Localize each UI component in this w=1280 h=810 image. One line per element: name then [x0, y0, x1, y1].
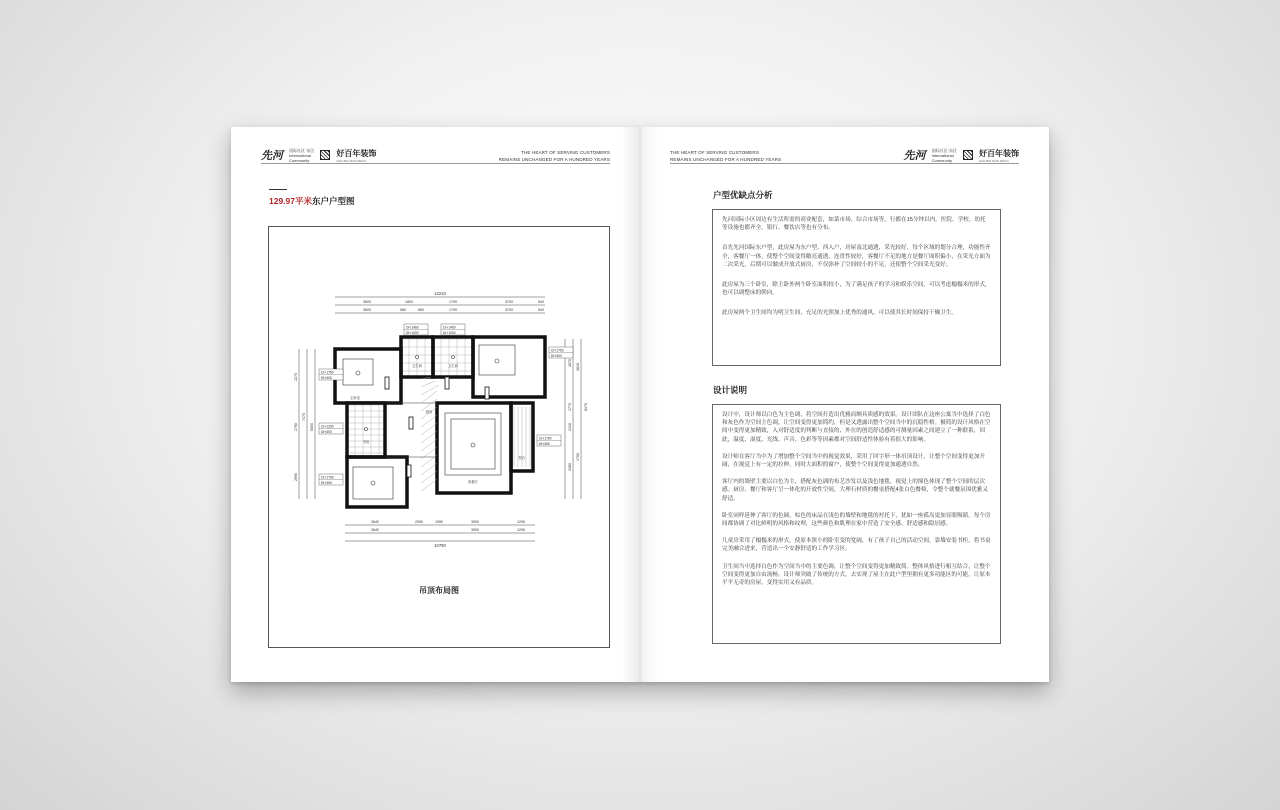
svg-text:DH 600: DH 600 [321, 376, 332, 380]
ceiling-height-tag [549, 347, 573, 358]
svg-text:CH 1760: CH 1760 [321, 475, 334, 480]
title-text: 东户户型图 [312, 196, 355, 206]
header-divider [261, 163, 610, 164]
dimension-label: 560 [400, 308, 406, 312]
room-label: 客餐厅 [467, 480, 479, 484]
svg-text:CH 1460: CH 1460 [406, 325, 419, 330]
brochure-spread [231, 127, 1049, 682]
dimension-label: 4700 [576, 453, 580, 461]
dimension-label: 1790 [449, 308, 457, 312]
dimension-label: 1950 [435, 520, 443, 524]
dimension-label: 540 [538, 300, 544, 304]
room-label: 阳台 [518, 456, 526, 460]
room-label: 卫生间 [411, 364, 423, 368]
paragraph: 此房屋两个卫生间均为明卫生间，充足的光照加上优秀的通风，可以使其长时间保持干燥卫生。 [722, 310, 957, 317]
room-label: 厨房 [425, 410, 433, 414]
svg-text:DH 1000: DH 1000 [406, 331, 419, 335]
svg-text:DH 600: DH 600 [321, 430, 332, 434]
svg-text:CH 1460: CH 1460 [443, 325, 456, 330]
right-page [640, 127, 1049, 682]
brand-logo [904, 147, 1019, 163]
svg-text:CH 1750: CH 1750 [321, 370, 334, 375]
design-text-box [712, 404, 1001, 644]
room-label: 主卧室 [349, 396, 361, 400]
dimension-label: 1800 [405, 300, 413, 304]
dimension-label: 3700 [505, 308, 513, 312]
ceiling-height-tag [319, 474, 343, 485]
dimension-label: 3640 [371, 528, 379, 532]
paragraph: 首先先河国际东户型，此房屋为东户型、西入户，房屋南北通透，采光较好，每个区域的划分合理，功能性齐全，客餐厅一体，使整个空间变得敞亮通透，连贯性较好，客餐厅不足的地方是餐厅面积偏小，在采光方面为二次采光，后期可以做成开放式厨房，不仅弥补了空间较小的不足，还使整个空间采光变好。 [722, 245, 991, 268]
svg-text:DH 1000: DH 1000 [443, 331, 456, 335]
dimension-label: 3600 [363, 308, 371, 312]
floor-plan-frame [268, 226, 610, 648]
paragraph: 先河国际小区周边有生活所需的商业配套，如菜市场、综合市场等，行都在15分钟以内。医院、学校、幼托等设施也都齐全，银行、餐饮店等也有分布。 [722, 217, 986, 232]
svg-text:CH 1760: CH 1760 [539, 436, 552, 441]
analysis-text-box [712, 209, 1001, 366]
company-name: 好百年装饰 HAO BAI NIAN DECO [979, 148, 1019, 163]
paragraph: 卧室同样延伸了客厅的色调，棕色的床品在浅色的墙壁和地毯的衬托下，犹如一座孤岛更加显眼吸睛，每个房间都协调了对比鲜明的风格和纹理，这些颜色和肌理在家中营造了安全感、舒适感和隐居感。 [722, 512, 991, 528]
paragraph: 儿童房采用了榻榻米的形式，使原本狭小的卧室变的宽阔，有了孩子自己的活动空间，靠墙安装书柜，将书桌完美融合进来，营造出一个安静舒适的工作学习区。 [722, 538, 991, 553]
dimension-label: 8170 [584, 403, 588, 411]
dimension-label: 3640 [371, 520, 379, 524]
dimension-label: 7470 [302, 413, 306, 421]
ceiling-height-tag [404, 324, 428, 335]
svg-text:DH 600: DH 600 [321, 481, 332, 485]
dimension-label: 1290 [517, 520, 525, 524]
ceiling-height-tag [319, 369, 343, 380]
dimension-label: 3600 [363, 300, 371, 304]
slogan: THE HEART OF SERVING CUSTOMERS REMAINS UNCHANGED FOR A HUNDRED YEARS [498, 150, 610, 162]
dimension-total-bottom: 10790 [434, 543, 446, 548]
ceiling-height-tag [441, 324, 465, 335]
section-title-analysis: 户型优缺点分析 [713, 190, 773, 200]
section-title-design: 设计说明 [713, 385, 748, 395]
dimension-label: 1290 [517, 528, 525, 532]
dimension-total-top: 12210 [434, 291, 446, 296]
dimension-label: 3610 [576, 363, 580, 371]
paragraph: 此房屋为三个卧室，除主卧外两个卧室面积较小，为了满足孩子的学习和娱乐空间，可以考虑榻榻米的形式，也可以调整床的朝向。 [722, 282, 991, 297]
qr-icon [320, 150, 330, 160]
brand-script: 先河 [903, 149, 926, 162]
dimension-label: 2990 [294, 473, 298, 481]
dimension-label: 1790 [449, 300, 457, 304]
dimension-label: 3950 [471, 520, 479, 524]
dimension-label: 660 [418, 308, 424, 312]
svg-text:CH 1330: CH 1330 [321, 424, 334, 429]
svg-text:DH 600: DH 600 [551, 354, 562, 358]
brand-subtitle: 国际社区·东区 International Community [931, 147, 957, 163]
ceiling-height-tag [319, 423, 343, 434]
dimension-label: 2790 [294, 423, 298, 431]
slogan: THE HEART OF SERVING CUSTOMERS REMAINS UNCHANGED FOR A HUNDRED YEARS [670, 150, 782, 162]
brand-script: 先河 [261, 149, 283, 162]
brand-logo [261, 147, 376, 163]
area-value: 129.97平米 [269, 196, 312, 206]
ceiling-height-tag [537, 435, 561, 446]
paragraph: 客厅内的墙壁主要以白色为主，搭配灰色调的布艺沙发以及浅色地毯，视觉上的撞色体现了整个空间的层次感。厨房、餐厅和客厅呈一体化的开放性空间，大理石材质的餐桌搭配4张白色餐椅，令整个就餐氛围优雅又舒适。 [722, 479, 989, 502]
dimension-label: 1770 [568, 403, 572, 411]
dimension-label: 540 [538, 308, 544, 312]
paragraph: 卫生间当中选择白色作为空间当中的主要色调，让整个空间变得更加精致简。整体风格进行相互结合，让整个空间变得更加自由流畅。设计师突破了传统的方式，去实现了屋主在此户型里拥有更多功能区的可能，让原本平平无奇的房屋，变得实用又有品质。 [722, 563, 991, 587]
qr-icon [963, 150, 973, 160]
paragraph: 设计师在客厅当中为了增加整个空间当中的视觉效果，采用了回字形一体吊顶设计，让整个空间变得更加开阔，在视觉上有一定的拉伸，同时大面积的窗户，使整个空间变得更加通透自然。 [722, 453, 985, 469]
title-accent-line [269, 189, 287, 190]
room-label: 卫生间 [447, 364, 459, 368]
dimension-label: 2410 [568, 423, 572, 431]
dimension-label: 3380 [568, 463, 572, 471]
page-title [269, 195, 355, 207]
dimension-label: 2090 [415, 520, 423, 524]
left-page [231, 127, 640, 682]
brand-subtitle: 国际社区·东区 International Community [289, 147, 315, 163]
dimension-label: 2270 [294, 373, 298, 381]
dimension-label: 2870 [568, 359, 572, 367]
room-label: 书房 [362, 440, 370, 444]
header-divider [670, 163, 1019, 164]
dimension-label: 3950 [471, 528, 479, 532]
paragraph: 设计中，设计师以白色为主色调，将空间打造出优雅而颇具质感的效果。设计团队在这座公寓当中选择了白色和灰色作为空间主色调，让空间变得更加简约，但是又透露出整个空间当中的沉稳性格。极简的设计风格在空间中变得更加精致，入对舒适度的判断与直接的、外在的创造舒适感的可测量因素之间建立了一种联系，因此，温度、湿度、光线、声音、色彩等等因素都对空间舒适性体验有着很大的影响。 [722, 412, 991, 443]
svg-text:DH 600: DH 600 [539, 442, 550, 446]
plan-caption: 吊顶布局图 [419, 586, 459, 595]
dimension-label: 5000 [310, 423, 314, 431]
dimension-label: 3700 [505, 300, 513, 304]
company-name: 好百年装饰 HAO BAI NIAN DECO [336, 148, 377, 163]
svg-text:CH 1750: CH 1750 [551, 348, 564, 353]
